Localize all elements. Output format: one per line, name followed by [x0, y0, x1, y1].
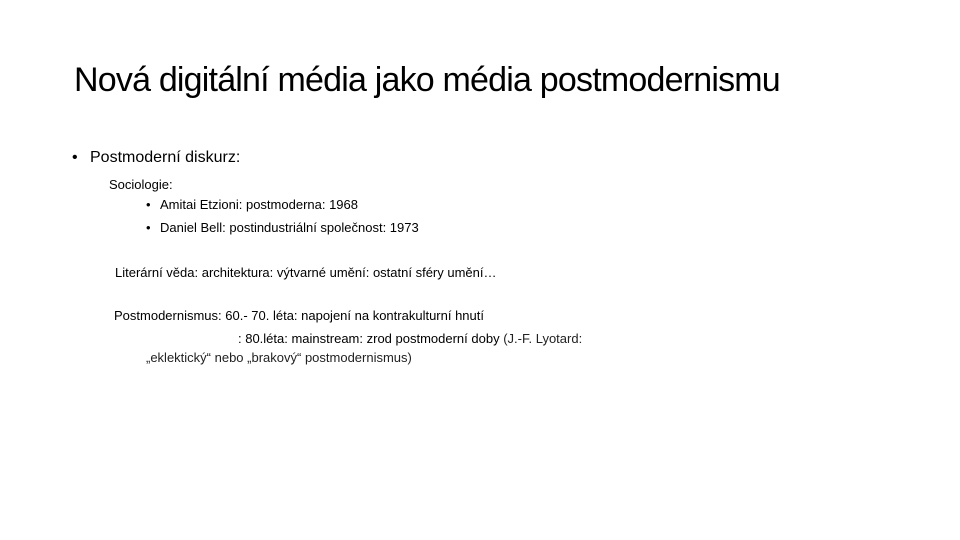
literary-line: Literární věda: architektura: výtvarné umění: ostatní sféry umění…: [115, 265, 497, 280]
bullet-dot-icon: •: [146, 220, 151, 235]
postmodernism-line-2-main: : 80.léta: mainstream: zrod postmoderní doby: [238, 331, 500, 346]
sociologie-label: Sociologie:: [109, 177, 173, 192]
slide-title: Nová digitální média jako média postmodernismu: [74, 61, 780, 99]
postmodernism-line-3: „eklektický“ nebo „brakový“ postmodernismus): [146, 350, 412, 365]
postmodernism-line-2: [238, 330, 582, 347]
postmodernism-line-1: Postmodernismus: 60.- 70. léta: napojení na kontrakulturní hnutí: [114, 308, 484, 323]
sociologie-item-text: Amitai Etzioni: postmoderna: 1968: [160, 197, 358, 212]
postmodernism-line-2-suffix: (J.-F. Lyotard:: [503, 331, 583, 346]
sociologie-item: [146, 219, 419, 236]
main-bullet: [72, 148, 240, 168]
main-bullet-text: Postmoderní diskurz:: [90, 149, 241, 166]
sociologie-item: [146, 196, 358, 213]
sociologie-item-text: Daniel Bell: postindustriální společnost: 1973: [160, 220, 419, 235]
bullet-dot-icon: •: [72, 149, 78, 166]
bullet-dot-icon: •: [146, 197, 151, 212]
